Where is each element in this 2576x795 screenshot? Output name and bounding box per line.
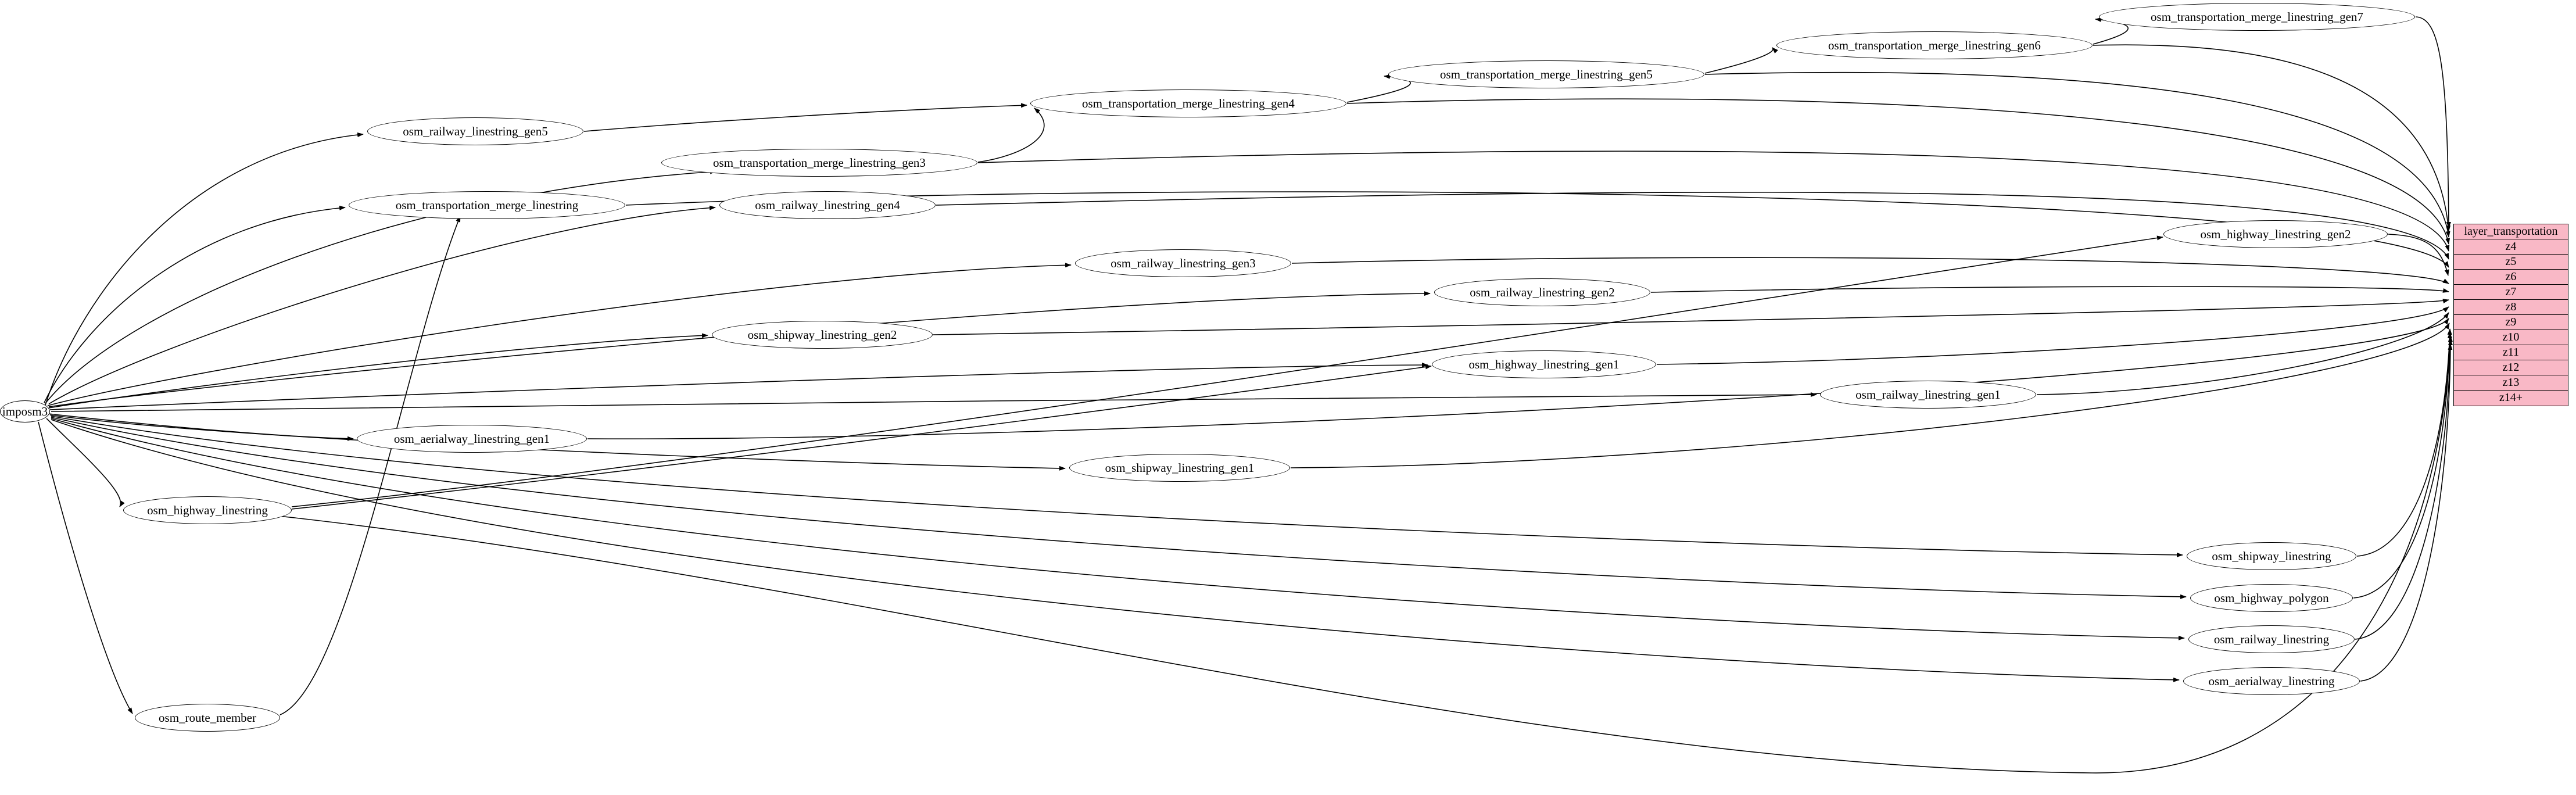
node-osm-transportation-merge-linestring-gen3[interactable] [661, 149, 977, 177]
node-label: osm_shipway_linestring_gen1 [1105, 460, 1255, 475]
node-label: osm_railway_linestring_gen5 [403, 124, 548, 138]
table-row[interactable]: z13 [2454, 375, 2568, 391]
node-label: osm_transportation_merge_linestring_gen4 [1082, 96, 1295, 110]
node-osm-railway-linestring-gen2[interactable] [1434, 278, 1650, 306]
node-label: osm_shipway_linestring [2212, 549, 2331, 563]
node-label: osm_route_member [159, 710, 256, 725]
node-osm-railway-linestring-gen3[interactable] [1075, 249, 1291, 277]
node-label: osm_transportation_merge_linestring_gen6 [1828, 38, 2041, 52]
node-osm-highway-linestring-gen2[interactable] [2163, 220, 2388, 248]
table-row[interactable]: z11 [2454, 345, 2568, 360]
node-label: osm_highway_linestring_gen2 [2200, 227, 2351, 241]
node-osm-railway-linestring-gen4[interactable] [719, 191, 936, 219]
node-label: osm_railway_linestring_gen1 [1855, 387, 2001, 402]
node-label: osm_aerialway_linestring [2208, 674, 2335, 688]
node-label: imposm3 [2, 404, 48, 418]
node-osm-transportation-merge-linestring[interactable] [349, 191, 625, 219]
node-osm-transportation-merge-linestring-gen7[interactable] [2099, 3, 2415, 31]
node-label: osm_railway_linestring_gen2 [1470, 285, 1615, 299]
node-osm-shipway-linestring-gen1[interactable] [1069, 454, 1290, 482]
node-osm-transportation-merge-linestring-gen6[interactable] [1776, 31, 2093, 59]
table-row[interactable]: z12 [2454, 360, 2568, 375]
node-osm-railway-linestring-gen5[interactable] [367, 117, 583, 145]
table-row[interactable]: z6 [2454, 270, 2568, 285]
node-osm-aerialway-linestring[interactable] [2183, 667, 2360, 695]
node-label: osm_highway_polygon [2214, 590, 2329, 605]
node-osm-highway-linestring-gen1[interactable] [1432, 350, 1656, 378]
node-layer-transportation[interactable] [2453, 224, 2568, 406]
node-osm-highway-polygon[interactable] [2190, 584, 2353, 612]
node-osm-route-member[interactable] [135, 704, 280, 732]
node-imposm3[interactable] [0, 400, 50, 422]
node-osm-aerialway-linestring-gen1[interactable] [357, 425, 587, 453]
node-label: osm_highway_linestring_gen1 [1468, 357, 1620, 371]
node-osm-transportation-merge-linestring-gen4[interactable] [1030, 89, 1346, 117]
table-row[interactable]: z4 [2454, 239, 2568, 255]
node-label: osm_railway_linestring [2213, 632, 2330, 646]
node-label: osm_railway_linestring_gen4 [755, 198, 900, 212]
table-row[interactable]: z8 [2454, 300, 2568, 315]
node-label: osm_aerialway_linestring_gen1 [393, 431, 550, 446]
node-label: osm_railway_linestring_gen3 [1110, 256, 1256, 270]
node-osm-highway-linestring[interactable] [123, 496, 292, 524]
node-osm-railway-linestring-gen1[interactable] [1820, 381, 2036, 409]
node-osm-shipway-linestring[interactable] [2187, 542, 2356, 570]
node-label: osm_transportation_merge_linestring [395, 198, 579, 212]
node-osm-shipway-linestring-gen2[interactable] [712, 321, 933, 349]
node-label: osm_shipway_linestring_gen2 [747, 327, 897, 342]
node-label: osm_transportation_merge_linestring_gen7 [2151, 9, 2363, 24]
table-row[interactable]: z9 [2454, 315, 2568, 330]
table-row[interactable]: z7 [2454, 285, 2568, 300]
node-label: osm_transportation_merge_linestring_gen3 [713, 155, 926, 170]
node-label: osm_transportation_merge_linestring_gen5 [1440, 67, 1653, 81]
table-row[interactable]: z14+ [2454, 391, 2568, 406]
node-label: osm_highway_linestring [147, 503, 268, 517]
table-header: layer_transportation [2454, 224, 2568, 239]
node-osm-transportation-merge-linestring-gen5[interactable] [1388, 60, 1704, 88]
table-row[interactable]: z10 [2454, 330, 2568, 345]
table-row[interactable]: z5 [2454, 255, 2568, 270]
node-osm-railway-linestring[interactable] [2188, 625, 2355, 653]
